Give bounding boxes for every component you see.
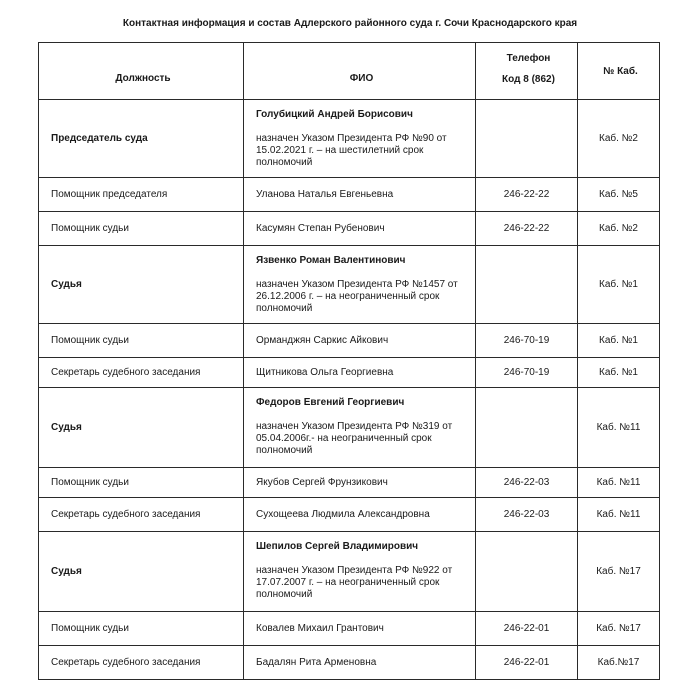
cabinet-cell: Каб. №11	[578, 388, 660, 468]
phone-cell	[476, 532, 578, 612]
table-row	[39, 498, 660, 532]
judge-name: Федоров Евгений Георгиевич	[256, 397, 405, 408]
table-row	[39, 324, 660, 358]
cabinet-cell: Каб. №1	[578, 246, 660, 324]
header-phone	[476, 43, 578, 100]
phone-cell: 246-22-03	[476, 468, 578, 498]
position-cell: Помощник судьи	[39, 324, 244, 358]
cabinet-cell: Каб. №17	[578, 532, 660, 612]
judge-name: Язвенко Роман Валентинович	[256, 255, 406, 266]
cabinet-cell: Каб. №17	[578, 612, 660, 646]
table-row	[39, 178, 660, 212]
phone-cell: 246-70-19	[476, 358, 578, 388]
cabinet-cell: Каб. №11	[578, 468, 660, 498]
header-position: Должность	[39, 43, 244, 100]
name-cell: Сухощеева Людмила Александровна	[244, 498, 476, 532]
court-contacts-table	[38, 42, 660, 680]
cabinet-cell: Каб. №1	[578, 358, 660, 388]
phone-cell	[476, 100, 578, 178]
position-cell: Секретарь судебного заседания	[39, 358, 244, 388]
position-cell: Судья	[39, 246, 244, 324]
header-name: ФИО	[244, 43, 476, 100]
phone-cell: 246-22-01	[476, 646, 578, 680]
table-row	[39, 212, 660, 246]
cabinet-cell: Каб.№17	[578, 646, 660, 680]
name-cell: Бадалян Рита Армeновна	[244, 646, 476, 680]
table-row	[39, 468, 660, 498]
judge-name: Шепилов Сергей Владимирович	[256, 541, 419, 552]
cabinet-cell: Каб. №5	[578, 178, 660, 212]
name-cell	[244, 388, 476, 468]
phone-cell: 246-22-01	[476, 612, 578, 646]
position-cell: Председатель суда	[39, 100, 244, 178]
phone-cell: 246-22-22	[476, 178, 578, 212]
position-cell: Помощник председателя	[39, 178, 244, 212]
name-cell: Якубов Сергей Фрунзикович	[244, 468, 476, 498]
name-cell: Уланова Наталья Евгеньевна	[244, 178, 476, 212]
name-cell: Ковалев Михаил Грантович	[244, 612, 476, 646]
table-row	[39, 100, 660, 178]
phone-cell: 246-22-03	[476, 498, 578, 532]
cabinet-cell: Каб. №11	[578, 498, 660, 532]
name-cell: Щитникова Ольга Георгиевна	[244, 358, 476, 388]
phone-cell: 246-22-22	[476, 212, 578, 246]
judge-name: Голубицкий Андрей Борисович	[256, 109, 413, 120]
phone-cell	[476, 246, 578, 324]
header-phone-code: Код 8 (862)	[502, 74, 555, 85]
position-cell: Помощник судьи	[39, 468, 244, 498]
appointment-note: назначен Указом Президента РФ №922 от 17.07.2007 г. – на неограниченный срок полномочий	[256, 565, 453, 600]
appointment-note: назначен Указом Президента РФ №319 от 05.04.2006г.- на неограниченный срок полномочий	[256, 421, 453, 456]
table-row	[39, 612, 660, 646]
name-cell	[244, 100, 476, 178]
name-cell	[244, 246, 476, 324]
header-cabinet: № Каб.	[578, 43, 660, 100]
table-row	[39, 246, 660, 324]
table-row	[39, 358, 660, 388]
position-cell: Судья	[39, 532, 244, 612]
table-row	[39, 646, 660, 680]
name-cell	[244, 532, 476, 612]
name-cell: Касумян Степан Рубенович	[244, 212, 476, 246]
position-cell: Помощник судьи	[39, 212, 244, 246]
position-cell: Судья	[39, 388, 244, 468]
phone-cell: 246-70-19	[476, 324, 578, 358]
cabinet-cell: Каб. №2	[578, 212, 660, 246]
table-header-row	[39, 43, 660, 100]
phone-cell	[476, 388, 578, 468]
appointment-note: назначен Указом Президента РФ №90 от 15.02.2021 г. – на шестилетний срок полномочий	[256, 133, 447, 168]
position-cell: Секретарь судебного заседания	[39, 646, 244, 680]
table-row	[39, 532, 660, 612]
position-cell: Помощник судьи	[39, 612, 244, 646]
cabinet-cell: Каб. №2	[578, 100, 660, 178]
cabinet-cell: Каб. №1	[578, 324, 660, 358]
table-row	[39, 388, 660, 468]
name-cell: Орманджян Саркис Айкович	[244, 324, 476, 358]
header-phone-label: Телефон	[506, 53, 551, 64]
appointment-note: назначен Указом Президента РФ №1457 от 26.12.2006 г. – на неограниченный срок полномочий	[256, 279, 458, 314]
position-cell: Секретарь судебного заседания	[39, 498, 244, 532]
page-title: Контактная информация и состав Адлерского районного суда г. Сочи Краснодарского края	[122, 18, 578, 29]
